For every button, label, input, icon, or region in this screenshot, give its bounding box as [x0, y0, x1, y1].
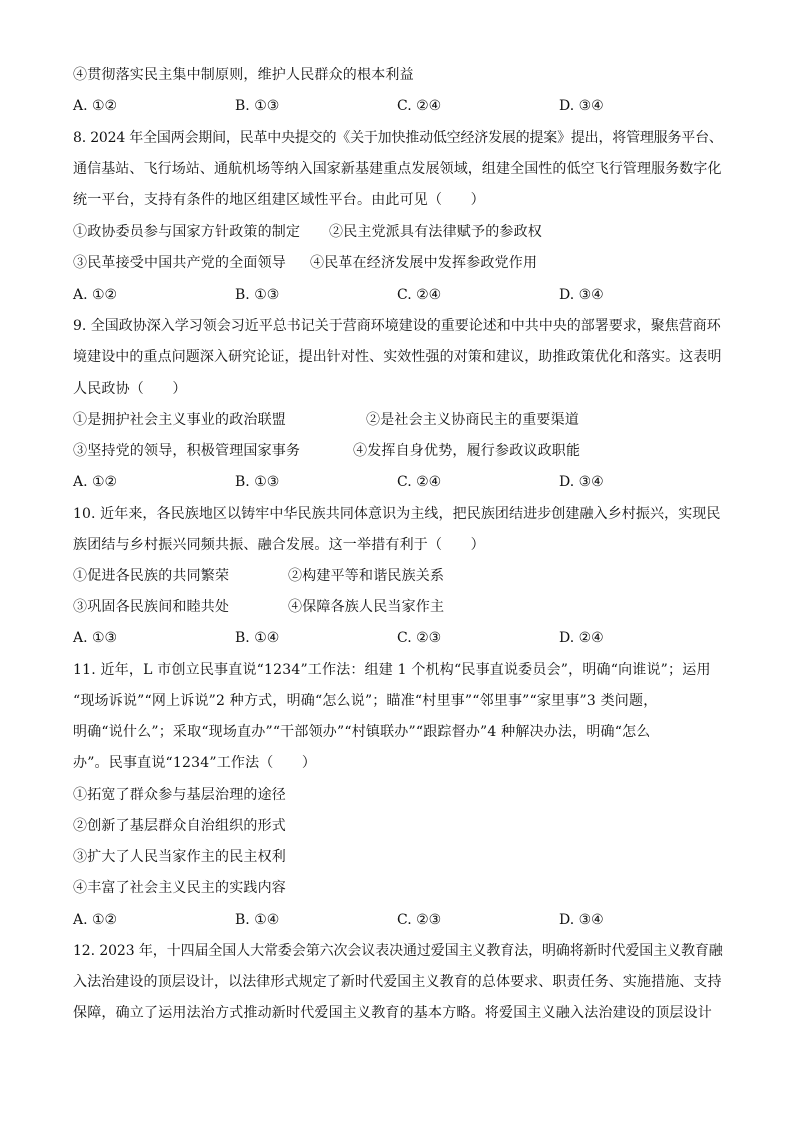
q8-stem-line-1: 8. 2024 年全国两会期间，民革中央提交的《关于加快推动低空经济发展的提案》提出，将管理服务平台、	[73, 130, 723, 146]
q11-option-d: D. ③④	[559, 912, 604, 928]
q10-stem-line-1: 10. 近年来，各民族地区以铸牢中华民族共同体意识为主线，把民族团结进步创建融入乡村振兴，实现民	[73, 506, 721, 522]
q10-options	[73, 627, 723, 649]
q10-statement-3: ③巩固各民族间和睦共处	[73, 599, 230, 615]
q9-statement-2: ②是社会主义协商民主的重要渠道	[366, 412, 579, 428]
q8-option-d: D. ③④	[559, 287, 604, 303]
q9-statement-4: ④发挥自身优势，履行参政议政职能	[353, 443, 581, 459]
q10-statements-row-2	[73, 596, 723, 618]
q8-option-a: A. ①②	[73, 287, 118, 303]
q8-statement-2: ②民主党派具有法律赋予的参政权	[329, 224, 542, 240]
q11-stem-line-2: “现场诉说”“网上诉说”2 种方式，明确“怎么说”；瞄准“村里事”“邻里事”“家里事”3 类问题，	[73, 693, 658, 709]
q9-option-c: C. ②④	[397, 474, 442, 490]
q9-options	[73, 471, 723, 493]
q8-statements-row-1	[73, 221, 723, 243]
q11-statement-4: ④丰富了社会主义民主的实践内容	[73, 880, 286, 896]
q8-stem-line-2: 通信基站、飞行场站、通航机场等纳入国家新基建重点发展领域，组建全国性的低空飞行管理服务数字化	[73, 161, 722, 177]
q9-stem-line-2: 境建设中的重点问题深入研究论证，提出针对性、实效性强的对策和建议，助推政策优化和落实。这表明	[73, 349, 722, 365]
q9-statement-3: ③坚持党的领导，积极管理国家事务	[73, 443, 301, 459]
q8-statement-3: ③民革接受中国共产党的全面领导	[73, 255, 286, 271]
q11-stem-line-3: 明确“说什么”；采取“现场直办”“干部领办”“村镇联办”“跟踪督办”4 种解决办法，明确“怎么	[73, 724, 651, 740]
q8-statement-4: ④民革在经济发展中发挥参政党作用	[310, 255, 538, 271]
q11-option-b: B. ①④	[235, 912, 280, 928]
option-a: A. ①②	[73, 98, 118, 114]
q9-statement-1: ①是拥护社会主义事业的政治联盟	[73, 412, 286, 428]
q12-stem-line-3: 保障，确立了运用法治方式推动新时代爱国主义教育的基本方略。将爱国主义融入法治建设的顶层设计	[73, 1005, 712, 1021]
option-b: B. ①③	[235, 98, 280, 114]
q11-stem-line-1: 11. 近年，L 市创立民事直说“1234”工作法：组建 1 个机构“民事直说委员会”，明确“向谁说”；运用	[73, 662, 711, 678]
q11-statement-1: ①拓宽了群众参与基层治理的途径	[73, 787, 286, 803]
q8-statements-row-2	[73, 252, 723, 274]
q10-option-b: B. ①④	[235, 630, 280, 646]
q10-option-d: D. ②④	[559, 630, 604, 646]
q9-statements-row-1	[73, 409, 723, 431]
q9-option-d: D. ③④	[559, 474, 604, 490]
q10-statements-row-1	[73, 565, 723, 587]
q11-statement-3: ③扩大了人民当家作主的民主权利	[73, 849, 286, 865]
option-d: D. ③④	[559, 98, 604, 114]
option-c: C. ②④	[397, 98, 442, 114]
q10-option-a: A. ①③	[73, 630, 118, 646]
q10-statement-4: ④保障各族人民当家作主	[288, 599, 445, 615]
q11-options	[73, 909, 723, 931]
q9-stem-line-1: 9. 全国政协深入学习领会习近平总书记关于营商环境建设的重要论述和中共中央的部署要求，聚焦营商环	[73, 318, 721, 334]
q8-option-c: C. ②④	[397, 287, 442, 303]
q11-statement-2: ②创新了基层群众自治组织的形式	[73, 818, 286, 834]
q8-options	[73, 284, 723, 306]
options-prev	[73, 95, 723, 117]
q12-stem-line-2: 入法治建设的顶层设计，以法律形式规定了新时代爱国主义教育的总体要求、职责任务、实施措施、支持	[73, 974, 722, 990]
q9-statements-row-2	[73, 440, 723, 462]
q12-stem-line-1: 12. 2023 年，十四届全国人大常委会第六次会议表决通过爱国主义教育法，明确将新时代爱国主义教育融	[73, 943, 723, 959]
q11-option-a: A. ①②	[73, 912, 118, 928]
q11-stem-line-4: 办”。民事直说“1234”工作法（ ）	[73, 755, 317, 771]
q9-stem-line-3: 人民政协（ ）	[73, 381, 187, 397]
q8-statement-1: ①政协委员参与国家方针政策的制定	[73, 224, 301, 240]
q9-option-b: B. ①③	[235, 474, 280, 490]
q8-stem-line-3: 统一平台，支持有条件的地区组建区域性平台。由此可见（ ）	[73, 192, 485, 208]
q10-statement-1: ①促进各民族的共同繁荣	[73, 568, 230, 584]
q10-statement-2: ②构建平等和谐民族关系	[288, 568, 445, 584]
q11-option-c: C. ②③	[397, 912, 442, 928]
q8-option-b: B. ①③	[235, 287, 280, 303]
q10-stem-line-2: 族团结与乡村振兴同频共振、融合发展。这一举措有利于（ ）	[73, 537, 485, 553]
q10-option-c: C. ②③	[397, 630, 442, 646]
q9-option-a: A. ①②	[73, 474, 118, 490]
statement-4-prev: ④贯彻落实民主集中制原则，维护人民群众的根本利益	[73, 67, 414, 83]
